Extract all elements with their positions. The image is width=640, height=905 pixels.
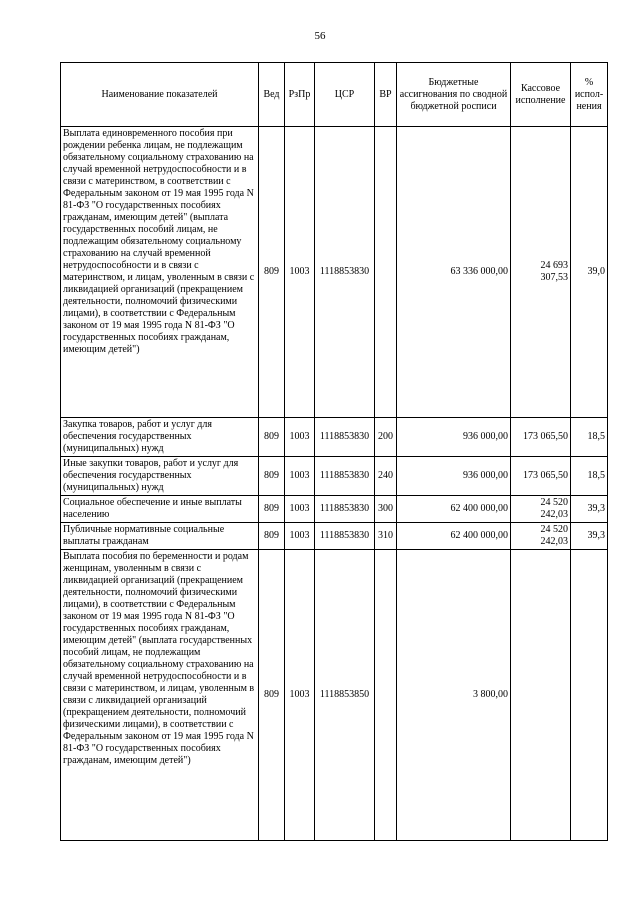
table-row xyxy=(61,496,608,523)
cell-csr: 1118853830 xyxy=(315,523,375,550)
cell-budget: 62 400 000,00 xyxy=(397,523,511,550)
header-vr: ВР xyxy=(375,63,397,127)
header-budget: Бюджетные ассигнования по сводной бюджетной росписи xyxy=(397,63,511,127)
cell-name: Выплата единовременного пособия при рождении ребенка лицам, не подлежащим обязательному социальному страхованию на случай временной нетрудоспособности и в связи с материнством, в соответствии с Федеральным законом от 19 мая 1995 года N 81-ФЗ "О государственных пособиях гражданам, имеющим детей" (выплата государственных пособий лицам, не подлежащим обязательному социальному страхованию на случай временной нетрудоспособности и в связи с материнством, и лицам, уволенным в связи с ликвидацией организаций (прекращением деятельности, полномочий физическими лицами), в соответствии с Федеральным законом от 19 мая 1995 года N 81-ФЗ "О государственных пособиях гражданам, имеющим детей") xyxy=(61,127,259,418)
cell-cash: 173 065,50 xyxy=(511,457,571,496)
cell-rzpr: 1003 xyxy=(285,523,315,550)
cell-rzpr: 1003 xyxy=(285,127,315,418)
cell-pct xyxy=(571,550,608,841)
cell-budget: 936 000,00 xyxy=(397,457,511,496)
cell-name: Публичные нормативные социальные выплаты гражданам xyxy=(61,523,259,550)
cell-vr: 300 xyxy=(375,496,397,523)
cell-csr: 1118853830 xyxy=(315,127,375,418)
cell-ved: 809 xyxy=(259,550,285,841)
cell-cash: 24 520 242,03 xyxy=(511,496,571,523)
cell-ved: 809 xyxy=(259,523,285,550)
cell-name: Социальное обеспечение и иные выплаты населению xyxy=(61,496,259,523)
cell-cash xyxy=(511,550,571,841)
cell-pct: 18,5 xyxy=(571,418,608,457)
cell-budget: 936 000,00 xyxy=(397,418,511,457)
cell-ved: 809 xyxy=(259,418,285,457)
cell-budget: 62 400 000,00 xyxy=(397,496,511,523)
cell-vr xyxy=(375,127,397,418)
cell-cash: 24 520 242,03 xyxy=(511,523,571,550)
header-pct: % испол-нения xyxy=(571,63,608,127)
page-number: 56 xyxy=(314,30,326,42)
table-header-row xyxy=(61,63,608,127)
cell-csr: 1118853830 xyxy=(315,457,375,496)
cell-name: Иные закупки товаров, работ и услуг для обеспечения государственных (муниципальных) нужд xyxy=(61,457,259,496)
cell-ved: 809 xyxy=(259,127,285,418)
cell-budget: 3 800,00 xyxy=(397,550,511,841)
budget-execution-table xyxy=(60,62,608,841)
cell-name: Закупка товаров, работ и услуг для обеспечения государственных (муниципальных) нужд xyxy=(61,418,259,457)
cell-ved: 809 xyxy=(259,496,285,523)
table-row xyxy=(61,550,608,841)
cell-csr: 1118853830 xyxy=(315,496,375,523)
cell-ved: 809 xyxy=(259,457,285,496)
table-row xyxy=(61,127,608,418)
cell-pct: 39,0 xyxy=(571,127,608,418)
cell-rzpr: 1003 xyxy=(285,457,315,496)
cell-csr: 1118853850 xyxy=(315,550,375,841)
header-csr: ЦСР xyxy=(315,63,375,127)
header-ved: Вед xyxy=(259,63,285,127)
table-row xyxy=(61,418,608,457)
cell-cash: 173 065,50 xyxy=(511,418,571,457)
cell-rzpr: 1003 xyxy=(285,550,315,841)
cell-rzpr: 1003 xyxy=(285,418,315,457)
cell-rzpr: 1003 xyxy=(285,496,315,523)
cell-csr: 1118853830 xyxy=(315,418,375,457)
cell-vr xyxy=(375,550,397,841)
header-rzpr: РзПр xyxy=(285,63,315,127)
cell-cash: 24 693 307,53 xyxy=(511,127,571,418)
cell-vr: 310 xyxy=(375,523,397,550)
cell-name: Выплата пособия по беременности и родам женщинам, уволенным в связи с ликвидацией организаций (прекращением деятельности, полномочий физическими лицами), в соответствии с Федеральным законом от 19 мая 1995 года N 81-ФЗ "О государственных пособиях гражданам, имеющим детей" (выплата государственных пособий лицам, не подлежащим обязательному социальному страхованию на случай временной нетрудоспособности и в связи с материнством, и лицам, уволенным в связи с ликвидацией организаций (прекращением деятельности, полномочий физическими лицами), в соответствии с Федеральным законом от 19 мая 1995 года N 81-ФЗ "О государственных пособиях гражданам, имеющим детей") xyxy=(61,550,259,841)
header-name: Наименование показателей xyxy=(61,63,259,127)
cell-vr: 240 xyxy=(375,457,397,496)
cell-pct: 39,3 xyxy=(571,496,608,523)
cell-vr: 200 xyxy=(375,418,397,457)
cell-pct: 39,3 xyxy=(571,523,608,550)
header-cash: Кассовое исполнение xyxy=(511,63,571,127)
cell-pct: 18,5 xyxy=(571,457,608,496)
table-row xyxy=(61,457,608,496)
table-row xyxy=(61,523,608,550)
cell-budget: 63 336 000,00 xyxy=(397,127,511,418)
